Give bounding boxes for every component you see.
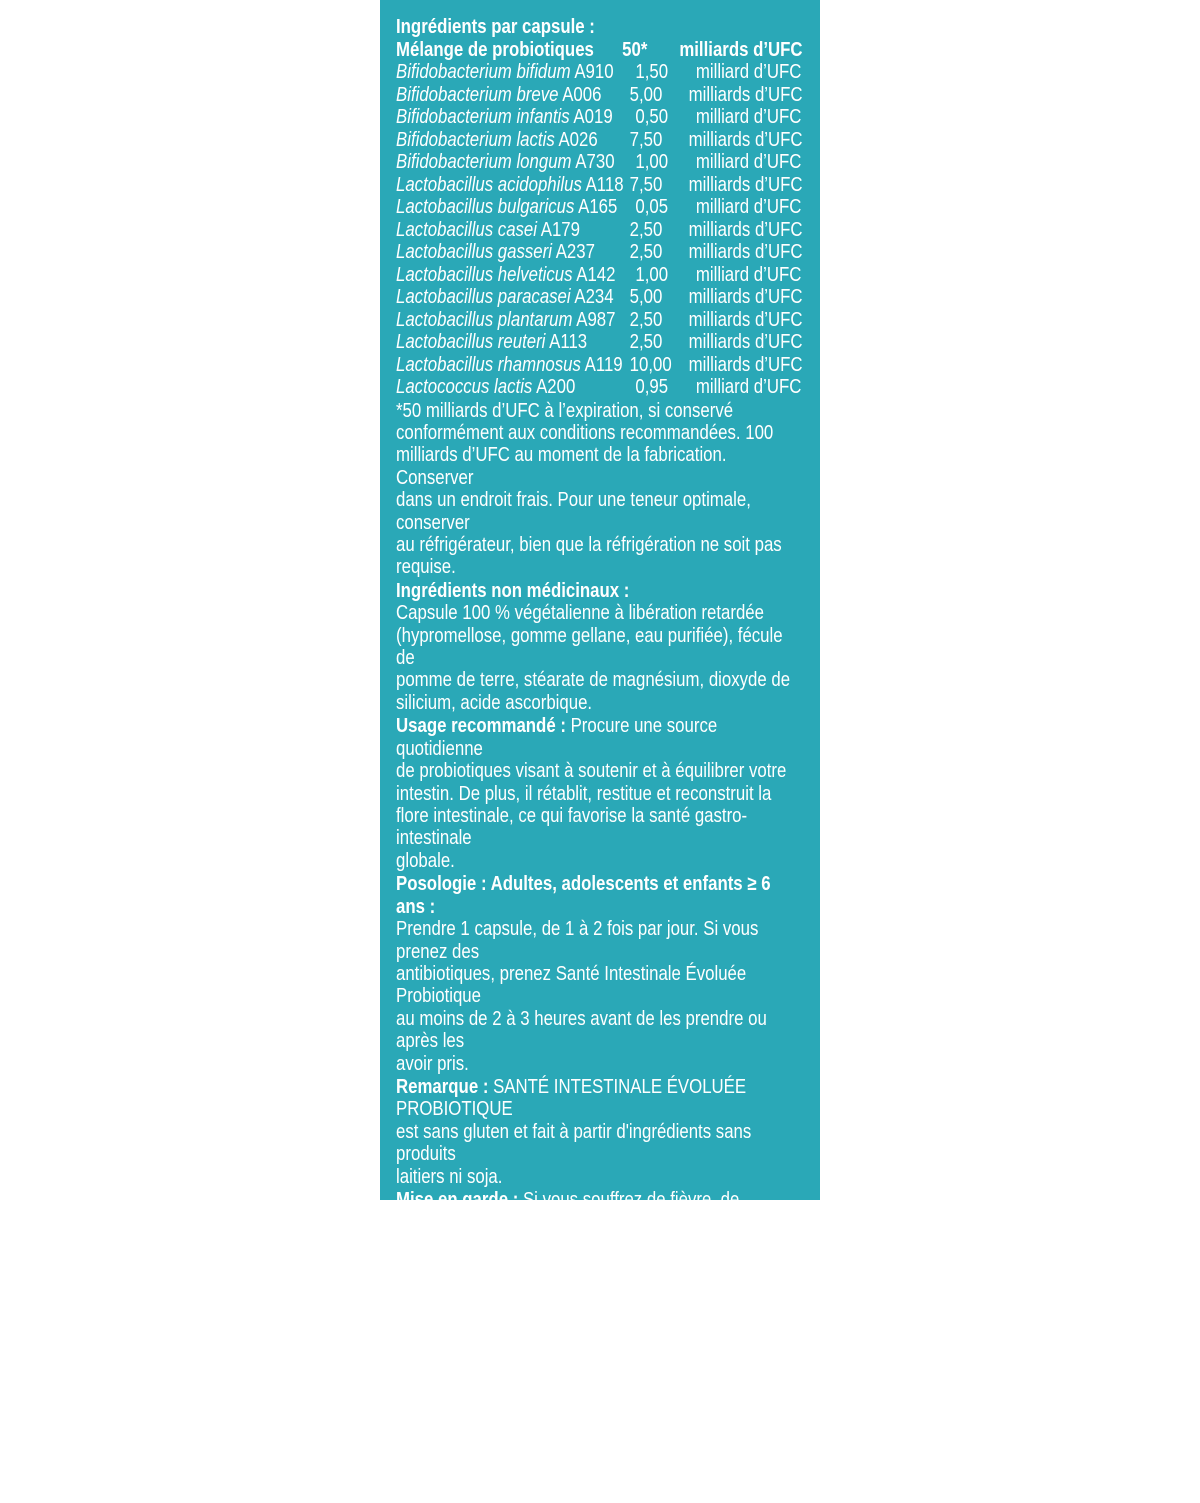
strain-unit: milliards d’UFC (688, 83, 803, 106)
strain-amount: 2,50 (629, 241, 663, 263)
strain-row (396, 219, 803, 242)
strain-species: Lactobacillus plantarum (396, 308, 573, 331)
blend-row (396, 39, 803, 62)
strain-name (396, 151, 635, 174)
strain-name (396, 286, 630, 309)
strain-unit: milliards d’UFC (688, 286, 803, 308)
remark-section (396, 1076, 803, 1188)
footnote-line: au réfrigérateur, bien que la réfrigération ne soit pas requise. (396, 533, 782, 579)
warning-line: avant de prendre ce produit. Si des symptômes de (396, 1301, 772, 1324)
strain-unit: milliard d’UFC (695, 263, 802, 286)
warning-intro: Si vous souffrez de fièvre, de (518, 1189, 740, 1211)
strain-name (396, 376, 635, 399)
strain-name (396, 241, 630, 264)
strain-row (396, 129, 803, 152)
strain-species: Lactobacillus rhamnosus (396, 353, 581, 376)
strain-species: Bifidobacterium infantis (396, 106, 570, 128)
warning-line: s’aggravent ou persistent au-delà de 3 jours, abandonnez (396, 1368, 728, 1413)
warning-line: perturbation digestive (p. ex., une diarrhée) surviennent, (396, 1323, 718, 1368)
strain-name (396, 196, 635, 219)
remark-intro: SANTÉ INTESTINALE ÉVOLUÉE PROBIOTIQUE (396, 1075, 747, 1121)
usage-line: de probiotiques visant à soutenir et à équilibrer votre (396, 760, 787, 783)
strain-code: A026 (554, 128, 598, 151)
usage-line: intestin. De plus, il rétablit, restitue et reconstruit la (396, 782, 772, 805)
warning-first-line (396, 1189, 803, 1211)
strain-unit: milliards d’UFC (688, 308, 803, 331)
usage-first-line (396, 715, 803, 760)
strain-name (396, 84, 630, 107)
strain-amount: 5,00 (629, 286, 663, 308)
strain-code: A006 (558, 83, 602, 106)
usage-line: flore intestinale, ce qui favorise la santé gastro-intestinale (396, 804, 748, 850)
strain-species: Lactobacillus reuteri (396, 331, 546, 353)
warning-line: vomissements, de diarrhées sanglantes ou de douleurs (396, 1211, 739, 1256)
label-panel (380, 0, 820, 1503)
strain-row (396, 196, 803, 219)
strain-code: A142 (572, 263, 616, 286)
usage-intro: Procure une source quotidienne (396, 715, 718, 760)
strain-unit: milliards d’UFC (688, 331, 803, 353)
strain-name (396, 354, 630, 377)
strain-amount: 2,50 (629, 218, 663, 241)
remark-heading: Remarque : (396, 1075, 489, 1098)
strain-amount: 0,95 (635, 376, 669, 398)
blend-label: Mélange de probiotiques (396, 38, 594, 61)
remark-line: laitiers ni soja. (396, 1165, 503, 1188)
strain-species: Bifidobacterium bifidum (396, 61, 571, 83)
strain-list (396, 61, 803, 399)
strain-amount: 7,50 (629, 128, 663, 151)
blend-amount: 50* (622, 38, 648, 61)
strain-code: A118 (581, 173, 624, 196)
usage-line: globale. (396, 849, 455, 872)
footnote-line: conformément aux conditions recommandées. 100 (396, 421, 774, 444)
strain-row (396, 84, 803, 107)
strain-code: A234 (570, 286, 614, 308)
strain-row (396, 174, 803, 197)
strain-amount: 10,00 (629, 353, 672, 376)
strain-name (396, 219, 630, 242)
dosage-line: antibiotiques, prenez Santé Intestinale Évoluée Probiotique (396, 962, 747, 1008)
strain-unit: milliard d’UFC (695, 151, 802, 173)
strain-code: A910 (570, 61, 614, 83)
strain-unit: milliard d’UFC (695, 106, 802, 128)
strain-row (396, 151, 803, 174)
strain-species: Lactobacillus paracasei (396, 286, 571, 308)
strain-code: A730 (571, 151, 615, 173)
strain-row (396, 309, 803, 332)
footnote (396, 400, 803, 579)
strain-row (396, 61, 803, 84)
dosage-line: Prendre 1 capsule, de 1 à 2 fois par jour. Si vous prenez des (396, 918, 759, 963)
strain-amount: 1,00 (635, 151, 669, 173)
footnote-line: dans un endroit frais. Pour une teneur optimale, conserver (396, 489, 751, 534)
strain-unit: milliards d’UFC (688, 173, 803, 196)
non-medicinal-heading: Ingrédients non médicinaux : (396, 579, 630, 602)
non-medicinal-line: silicium, acide ascorbique. (396, 691, 593, 714)
usage-section (396, 715, 803, 872)
strain-species: Lactobacillus acidophilus (396, 173, 582, 196)
strain-name (396, 106, 635, 129)
strain-unit: milliard d’UFC (695, 61, 802, 83)
ingredients-title: Ingrédients par capsule : (396, 16, 595, 38)
strain-code: A113 (545, 331, 588, 353)
strain-amount: 2,50 (629, 308, 663, 331)
strain-species: Lactobacillus bulgaricus (396, 196, 575, 218)
strain-code: A119 (580, 353, 623, 376)
strain-amount: 5,00 (629, 83, 663, 106)
non-medicinal-section (396, 580, 803, 715)
strain-name (396, 174, 630, 197)
strain-row (396, 106, 803, 129)
strain-species: Lactobacillus helveticus (396, 263, 573, 286)
strain-code: A200 (532, 376, 576, 398)
non-medicinal-line: (hypromellose, gomme gellane, eau purifiée), fécule de (396, 624, 783, 670)
strain-unit: milliards d’UFC (688, 218, 803, 241)
footnote-line: *50 milliards d’UFC à l’expiration, si conservé (396, 399, 734, 422)
warning-line: abdominales aiguës, consultez un praticien de la santé (396, 1256, 759, 1301)
footnote-line: milliards d’UFC au moment de la fabrication. Conserver (396, 444, 727, 489)
strain-code: A165 (574, 196, 618, 218)
strain-unit: milliard d’UFC (695, 196, 802, 218)
strain-amount: 0,05 (635, 196, 669, 218)
strain-amount: 1,00 (635, 263, 669, 286)
warning-heading: Mise en garde : (396, 1189, 519, 1211)
strain-name (396, 331, 630, 354)
strain-unit: milliards d’UFC (688, 241, 803, 263)
strain-row (396, 241, 803, 264)
warning-line: souffrez d’un déficit immunitaire, n’utilisez pas ce produit. (396, 1457, 760, 1503)
blend-unit: milliards d’UFC (679, 38, 803, 61)
strain-name (396, 129, 630, 152)
strain-amount: 7,50 (629, 173, 663, 196)
strain-species: Bifidobacterium longum (396, 151, 572, 173)
strain-amount: 0,50 (635, 106, 669, 128)
dosage-line: au moins de 2 à 3 heures avant de les prendre ou après les (396, 1007, 767, 1053)
usage-heading: Usage recommandé : (396, 715, 566, 738)
warning-section (396, 1189, 803, 1503)
strain-code: A179 (537, 218, 580, 241)
strain-amount: 2,50 (629, 331, 663, 353)
strain-species: Lactobacillus gasseri (396, 241, 552, 263)
dosage-heading: Posologie : Adultes, adolescents et enfants ≥ 6 ans : (396, 873, 771, 918)
remark-line: est sans gluten et fait à partir d'ingrédients sans produits (396, 1120, 752, 1166)
strain-species: Lactobacillus casei (396, 218, 538, 241)
non-medicinal-line: pomme de terre, stéarate de magnésium, dioxyde de (396, 669, 791, 692)
non-medicinal-line: Capsule 100 % végétalienne à libération retardée (396, 602, 764, 625)
strain-unit: milliards d’UFC (688, 353, 803, 376)
remark-first-line (396, 1076, 803, 1121)
strain-species: Bifidobacterium breve (396, 83, 559, 106)
warning-line: l’utilisation et consultez un praticien de la santé. Si vous (396, 1413, 771, 1458)
dosage-section (396, 873, 803, 1075)
strain-name (396, 309, 630, 332)
strain-row (396, 376, 803, 399)
strain-row (396, 331, 803, 354)
label-text (396, 16, 803, 1503)
strain-unit: milliards d’UFC (688, 128, 803, 151)
strain-name (396, 61, 635, 84)
strain-species: Lactococcus lactis (396, 376, 533, 398)
strain-code: A019 (569, 106, 613, 128)
strain-name (396, 264, 635, 287)
strain-code: A237 (551, 241, 595, 263)
strain-row (396, 264, 803, 287)
strain-amount: 1,50 (635, 61, 669, 83)
strain-row (396, 286, 803, 309)
strain-code: A987 (572, 308, 616, 331)
dosage-line: avoir pris. (396, 1052, 469, 1075)
strain-row (396, 354, 803, 377)
strain-species: Bifidobacterium lactis (396, 128, 555, 151)
strain-unit: milliard d’UFC (695, 376, 802, 398)
